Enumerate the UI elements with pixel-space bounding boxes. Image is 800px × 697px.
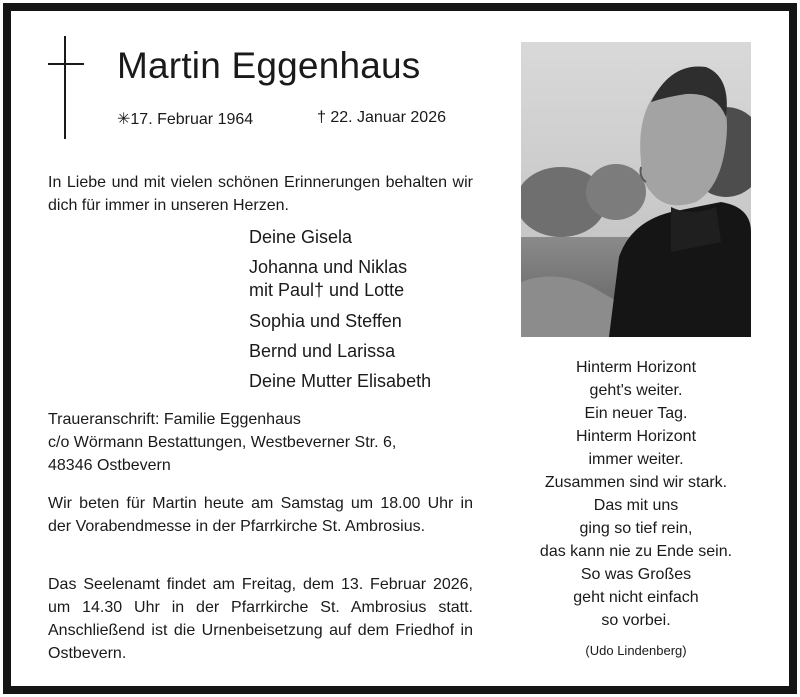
family-line: Sophia und Steffen <box>249 311 402 331</box>
poem-line: Zusammen sind wir stark. <box>544 474 728 491</box>
poem-author: (Udo Lindenberg) <box>585 643 687 658</box>
death-date: † 22. Januar 2026 <box>317 109 446 126</box>
poem-line: Hinterm Horizont <box>575 359 697 376</box>
family-line: Deine Gisela <box>249 227 353 247</box>
intro-text: In Liebe und mit vielen schönen Erinnerungen behalten wir dich für immer in unseren Herzen. <box>48 174 473 214</box>
family-line: Deine Mutter Elisabeth <box>249 371 432 391</box>
birth-date: ✳17. Februar 1964 <box>117 111 254 128</box>
poem-line: ging so tief rein, <box>579 520 693 537</box>
cross-icon <box>64 36 66 139</box>
poem <box>516 356 756 632</box>
portrait-photo <box>521 42 751 337</box>
poem-line: Ein neuer Tag. <box>584 405 688 422</box>
poem-line: So was Großes <box>580 566 692 583</box>
poem-line: so vorbei. <box>601 612 671 629</box>
poem-line: Hinterm Horizont <box>575 428 697 445</box>
family-line: Bernd und Larissa <box>249 341 396 361</box>
cross-icon-bar <box>48 63 84 65</box>
address-line: Traueranschrift: Familie Eggenhaus <box>48 411 301 428</box>
prayer-text: Wir beten für Martin heute am Samstag um 18.00 Uhr in der Vorabendmesse in der Pfarrkirche St. Ambrosius. <box>48 495 473 535</box>
address-line: 48346 Ostbevern <box>48 457 171 474</box>
poem-line: das kann nie zu Ende sein. <box>539 543 733 560</box>
family-line: Johanna und Niklas <box>249 257 408 277</box>
deceased-name: Martin Eggenhaus <box>117 45 421 86</box>
requiem-text: Das Seelenamt findet am Freitag, dem 13. Februar 2026, um 14.30 Uhr in der Pfarrkirche St. Ambrosius statt. Anschließend ist die Urnenbeisetzung auf dem Friedhof in Ostbevern. <box>48 576 473 662</box>
poem-line: immer weiter. <box>588 451 684 468</box>
poem-line: geht's weiter. <box>589 382 683 399</box>
poem-line: Das mit uns <box>593 497 679 514</box>
family-line: mit Paul† und Lotte <box>249 280 405 300</box>
poem-line: geht nicht einfach <box>573 589 699 606</box>
address-line: c/o Wörmann Bestattungen, Westbeverner Str. 6, <box>48 434 397 451</box>
